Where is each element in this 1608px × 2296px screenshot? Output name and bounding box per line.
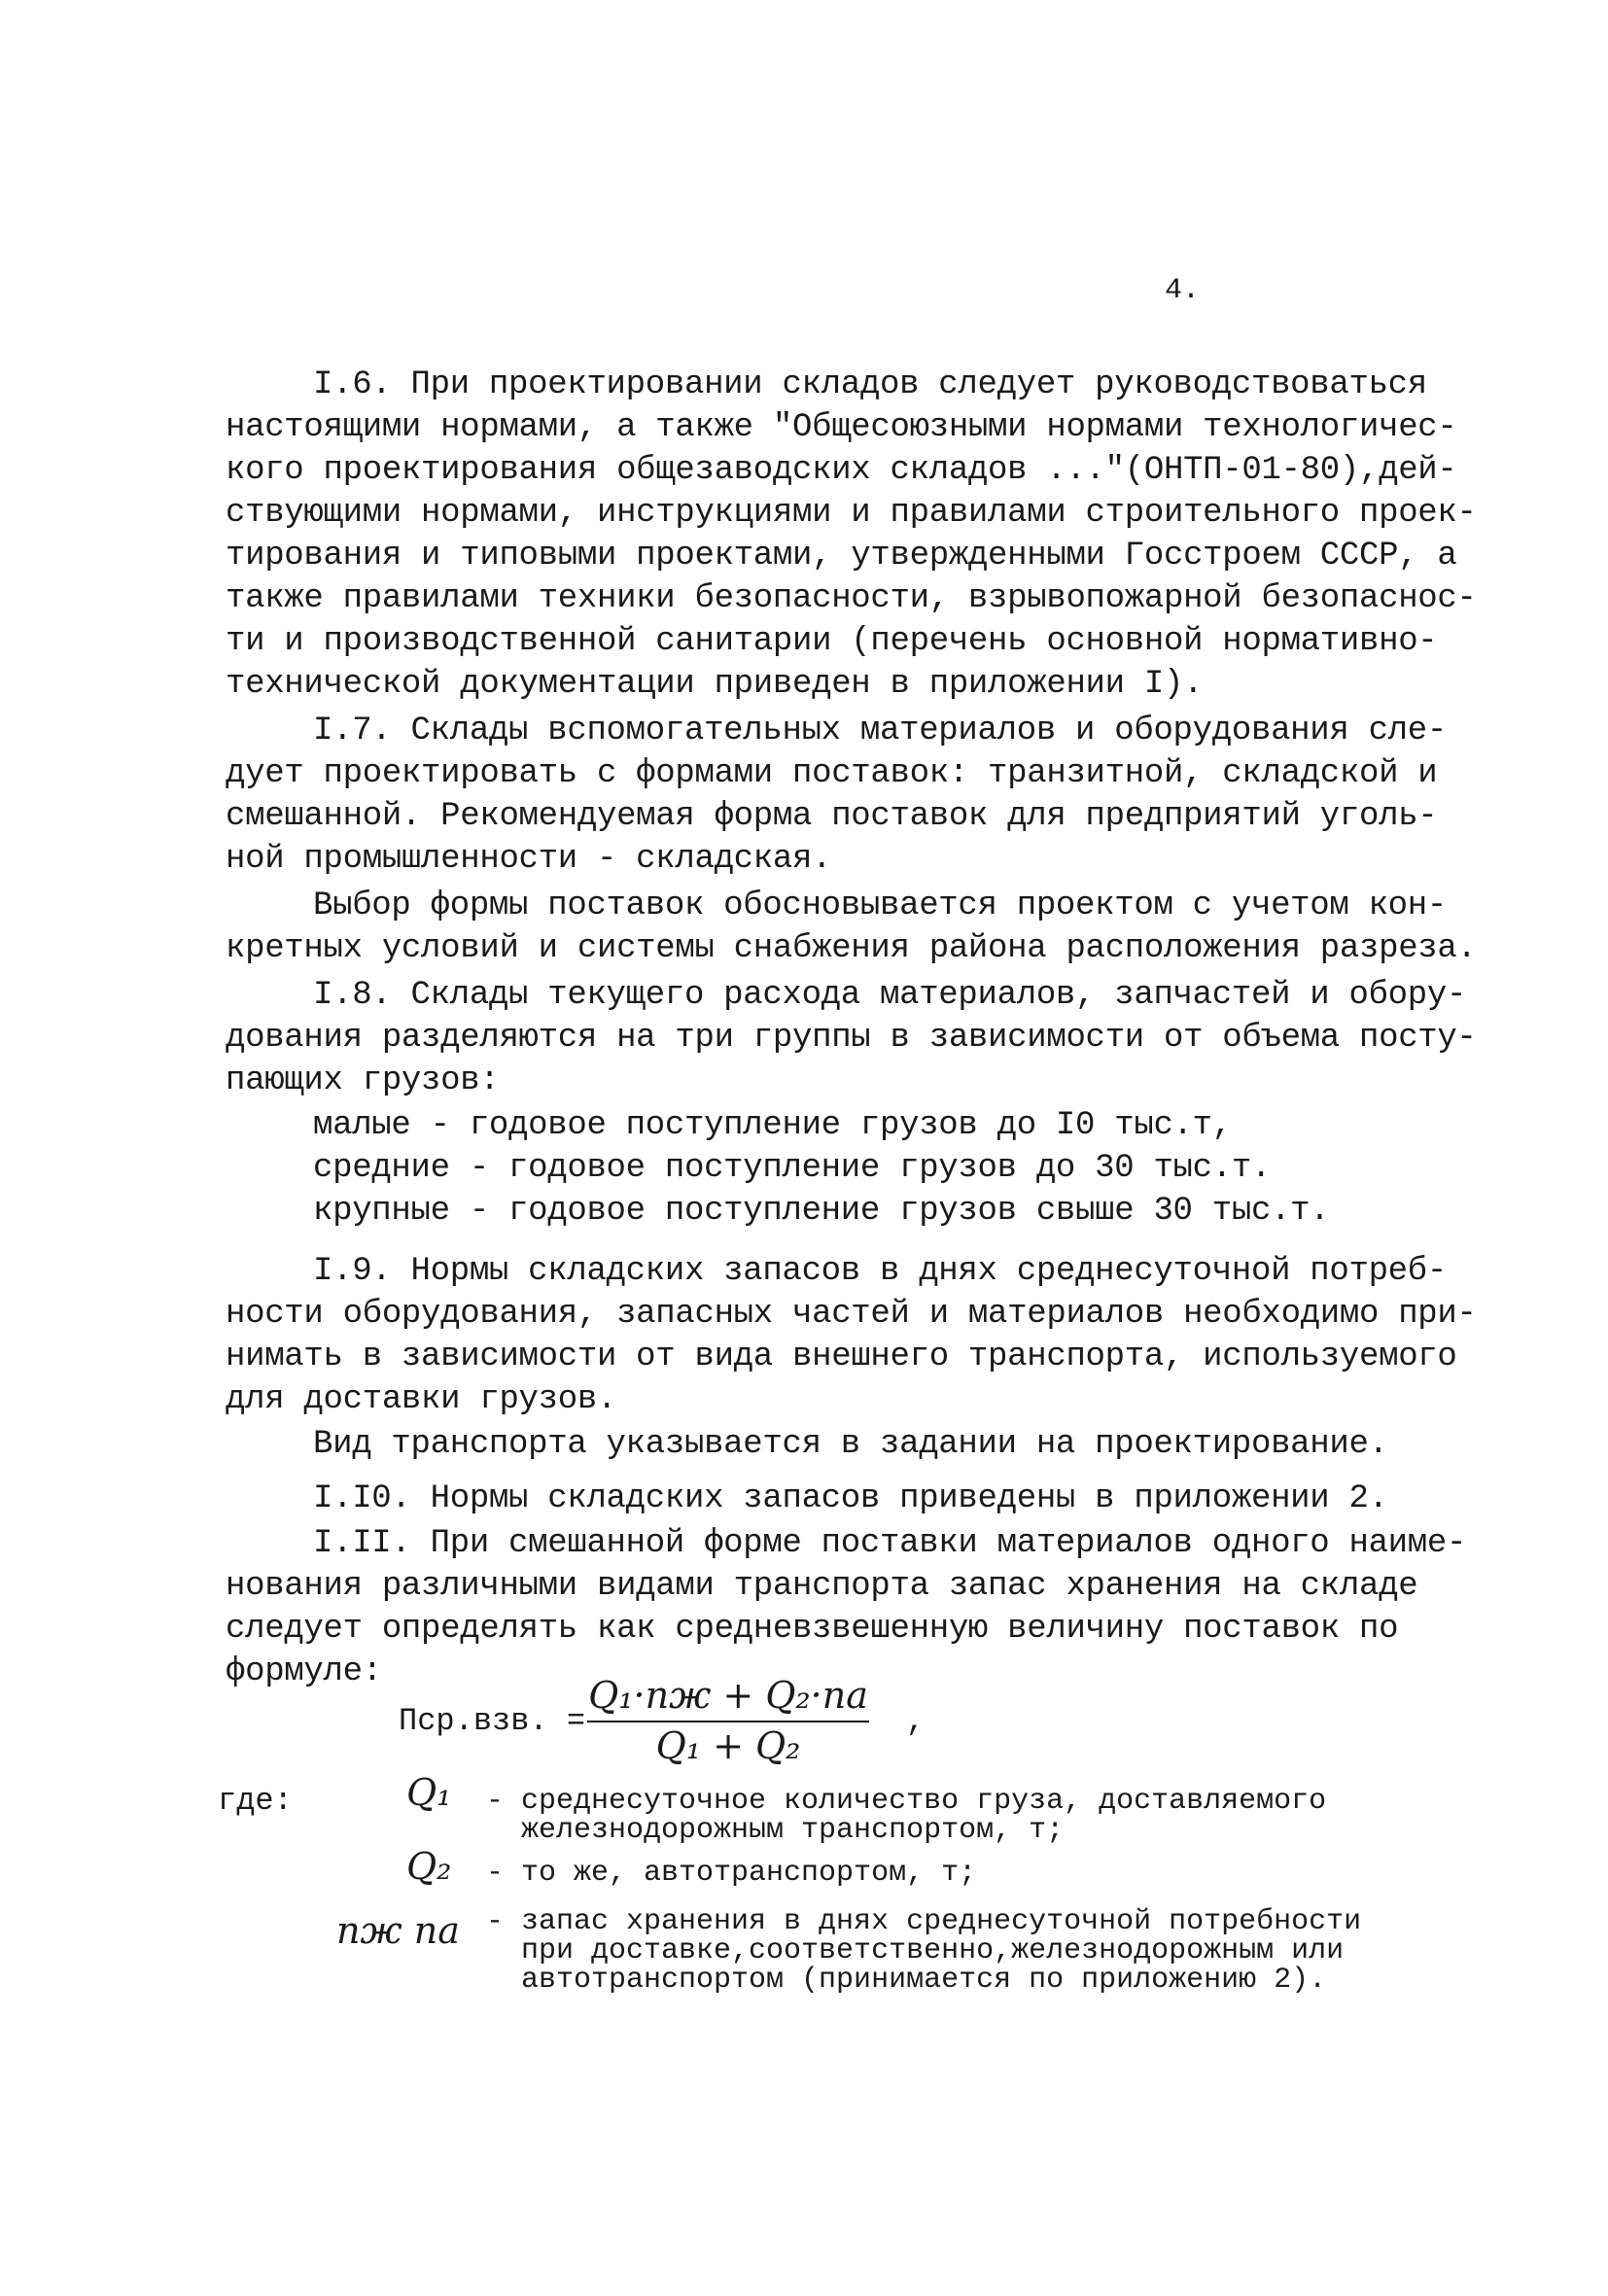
text-line: кого проектирования общезаводских складов ..."(ОНТП-01-80),дей- <box>226 452 1457 489</box>
page-number: 4. <box>1165 274 1201 307</box>
text-line: I.7. Склады вспомогательных материалов и оборудования сле- <box>313 713 1447 749</box>
list-item: средние - годовое поступление грузов до 30 тыс.т. <box>313 1150 1272 1187</box>
definition-line: железнодорожным транспортом, т; <box>486 1814 1065 1847</box>
formula-denominator: Q₁ + Q₂ <box>655 1724 801 1767</box>
text-line: Выбор формы поставок обосновывается проектом с учетом кон- <box>313 887 1447 924</box>
text-line: I.8. Склады текущего расхода материалов, запчастей и обору- <box>313 977 1467 1014</box>
list-item: малые - годовое поступление грузов до I0 тыс.т, <box>313 1107 1232 1144</box>
text-line: ной промышленности - складская. <box>226 841 832 878</box>
formula-numerator: Q₁·nж + Q₂·nа <box>588 1674 868 1717</box>
definition-line: - среднесуточное количество груза, доставляемого <box>486 1785 1327 1818</box>
formula-fraction <box>587 1674 869 1767</box>
text-line: нимать в зависимости от вида внешнего транспорта, используемого <box>226 1339 1457 1375</box>
text-line: ствующими нормами, инструкциями и правилами строительного проек- <box>226 495 1477 532</box>
text-line: смешанной. Рекомендуемая форма поставок для предприятий уголь- <box>226 798 1438 835</box>
symbol-q2: Q₂ <box>406 1845 452 1888</box>
where-label: где: <box>218 1783 293 1819</box>
text-line: следует определять как средневзвешенную величину поставок по <box>226 1611 1399 1648</box>
formula-comma: , <box>906 1703 926 1739</box>
symbol-n: nж nа <box>336 1909 460 1952</box>
definition-line: - то же, автотранспортом, т; <box>486 1857 977 1890</box>
definition-line: - запас хранения в днях среднесуточной потребности <box>486 1905 1362 1938</box>
text-line: технической документации приведен в приложении I). <box>226 666 1204 703</box>
text-line: кретных условий и системы снабжения района расположения разреза. <box>226 930 1477 967</box>
definition-line: при доставке,соответственно,железнодорожным или <box>486 1934 1345 1967</box>
text-line: дует проектировать с формами поставок: транзитной, складской и <box>226 755 1438 792</box>
text-line: ности оборудования, запасных частей и материалов необходимо при- <box>226 1296 1477 1333</box>
text-line: нования различными видами транспорта запас хранения на складе <box>226 1568 1418 1605</box>
text-line: I.6. При проектировании складов следует руководствоваться <box>313 366 1427 403</box>
text-line: формуле: <box>226 1653 382 1690</box>
fraction-bar <box>587 1721 869 1722</box>
text-line: I.9. Нормы складских запасов в днях среднесуточной потреб- <box>313 1253 1447 1290</box>
text-line: пающих грузов: <box>226 1062 500 1099</box>
text-line: I.I0. Нормы складских запасов приведены в приложении 2. <box>313 1480 1388 1517</box>
text-line: для доставки грузов. <box>226 1381 617 1418</box>
symbol-q1: Q₁ <box>406 1771 452 1814</box>
list-item: крупные - годовое поступление грузов свыше 30 тыс.т. <box>313 1193 1330 1230</box>
text-line: Вид транспорта указывается в задании на проектирование. <box>313 1426 1388 1463</box>
formula-label: Пср.взв. = <box>399 1703 586 1739</box>
text-line: ти и производственной санитарии (перечень основной нормативно- <box>226 623 1438 660</box>
definition-line: автотранспортом (принимается по приложению 2). <box>486 1964 1327 1997</box>
text-line: настоящими нормами, а также "Общесоюзными нормами технологичес- <box>226 409 1457 446</box>
text-line: дования разделяются на три группы в зависимости от объема посту- <box>226 1020 1477 1057</box>
text-line: тирования и типовыми проектами, утвержденными Госстроем СССР, а <box>226 538 1457 574</box>
text-line: I.II. При смешанной форме поставки материалов одного наиме- <box>313 1525 1467 1562</box>
text-line: также правилами техники безопасности, взрывопожарной безопаснос- <box>226 580 1477 617</box>
